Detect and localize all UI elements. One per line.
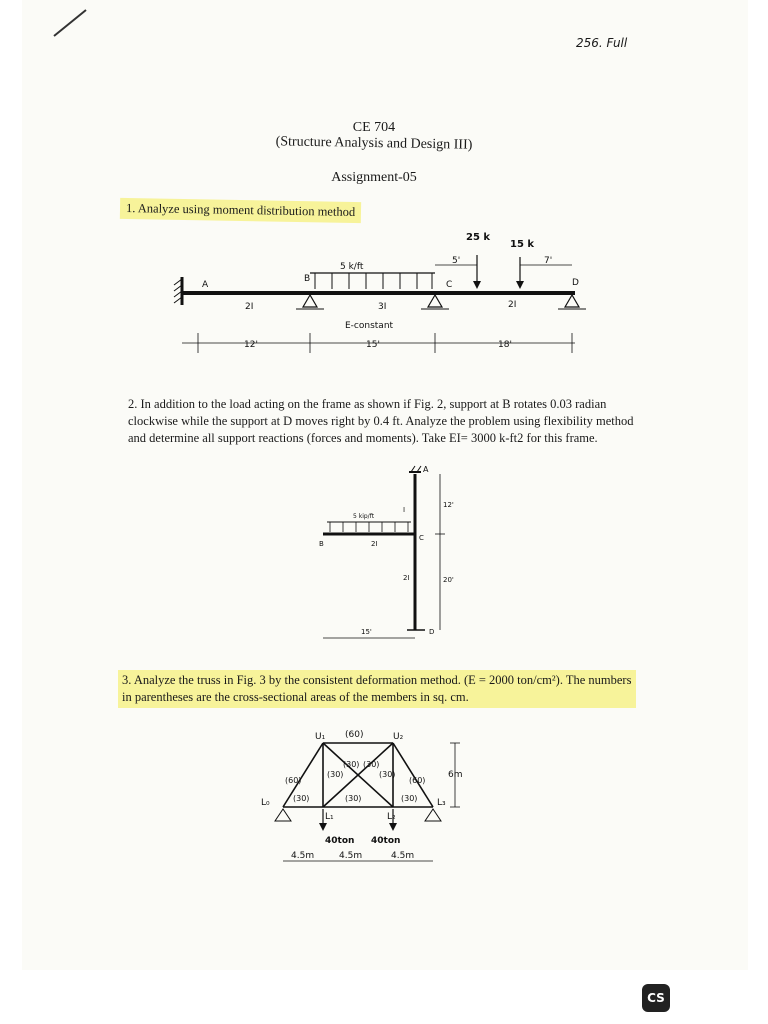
span-3: 4.5m xyxy=(391,851,415,861)
label-B: B xyxy=(304,274,311,284)
load-label-2: 40ton xyxy=(371,836,401,846)
node-U2: U₂ xyxy=(393,732,404,742)
q1-text: Analyze using moment distribution method xyxy=(137,201,356,219)
area-bot-2: (30) xyxy=(345,794,362,803)
frame-label-C: C xyxy=(419,534,424,542)
frame-label-B: B xyxy=(319,540,324,548)
corner-note: 256. Full xyxy=(576,36,628,50)
fig2-frame xyxy=(305,462,465,652)
udl-label: 5 k/ft xyxy=(340,262,364,272)
pin-support-D xyxy=(558,295,586,309)
node-L3: L₃ xyxy=(437,798,446,808)
area-bot-3: (30) xyxy=(401,794,418,803)
q3-text: Analyze the truss in Fig. 3 by the consistent deformation method. (E = 2000 ton/cm²). The numbers in parentheses are the cross-sectional areas of the members in sq. cm. xyxy=(122,673,632,704)
area-left-diag: (60) xyxy=(285,776,302,785)
frame-col-bot-I: 2I xyxy=(403,574,410,582)
frame-label-D: D xyxy=(429,628,435,636)
span-1: 4.5m xyxy=(291,851,315,861)
label-C: C xyxy=(446,280,453,290)
node-U1: U₁ xyxy=(315,732,326,742)
node-L0: L₀ xyxy=(261,798,270,808)
frame-load-label: 5 kip/ft xyxy=(353,513,375,520)
dim-5ft: 5' xyxy=(452,256,461,266)
truss-supports xyxy=(275,809,441,821)
frame-beam-I: 2I xyxy=(371,540,378,548)
area-vert-2: (30) xyxy=(379,770,396,779)
area-top-chord: (60) xyxy=(345,730,364,740)
stiffness-BC: 3I xyxy=(378,302,387,312)
span-12ft: 12' xyxy=(244,340,258,350)
pin-support-C xyxy=(421,295,449,309)
load-25k-label: 25 k xyxy=(466,232,491,243)
camscanner-badge: CS xyxy=(642,984,670,1012)
frame-col-top-I: I xyxy=(403,506,406,514)
frame-span: 15' xyxy=(361,628,372,636)
course-code: CE 704 xyxy=(352,120,396,135)
node-L2: L₂ xyxy=(387,812,396,822)
span-2: 4.5m xyxy=(339,851,363,861)
q2-marker: 2. xyxy=(128,397,138,411)
load-label-1: 40ton xyxy=(325,836,355,846)
truss-height: 6m xyxy=(448,770,463,780)
load-15k-label: 15 k xyxy=(510,239,535,250)
frame-dim-bot: 20' xyxy=(443,576,454,584)
span-15ft: 15' xyxy=(366,340,380,350)
udl-load xyxy=(310,273,435,289)
area-right-diag: (60) xyxy=(409,776,426,785)
course-title: (Structure Analysis and Design III) xyxy=(275,134,473,153)
e-constant-note: E-constant xyxy=(345,321,394,331)
q1-marker: 1. xyxy=(125,201,136,216)
area-vert-1: (30) xyxy=(327,770,344,779)
frame-label-A: A xyxy=(423,465,429,474)
area-diag-1: (30) xyxy=(343,760,360,769)
area-diag-2: (30) xyxy=(363,760,380,769)
span-18ft: 18' xyxy=(498,340,512,350)
fig3-truss xyxy=(255,715,485,875)
pen-mark xyxy=(50,6,90,40)
dim-7ft: 7' xyxy=(544,256,553,266)
fig1-continuous-beam xyxy=(170,225,600,360)
q1-statement xyxy=(120,198,361,223)
q2-text: In addition to the load acting on the frame as shown if Fig. 2, support at B rotates 0.03 radian clockwise while the support at D moves right by 0.4 ft. Analyze the problem using flexibility method and determine all support reactions (forces and moments). Take EI= 3000 k-ft2 for this frame. xyxy=(128,397,634,445)
q3-statement xyxy=(118,670,636,708)
assignment-title: Assignment-05 xyxy=(331,170,417,185)
q3-marker: 3. xyxy=(122,673,132,687)
pin-support-B xyxy=(296,295,324,309)
node-L1: L₁ xyxy=(325,812,334,822)
q2-statement xyxy=(128,396,648,447)
frame-dim-top: 12' xyxy=(443,501,454,509)
area-bot-1: (30) xyxy=(293,794,310,803)
label-D: D xyxy=(572,278,579,288)
stiffness-CD: 2I xyxy=(508,300,517,310)
label-A: A xyxy=(202,280,209,290)
stiffness-AB: 2I xyxy=(245,302,254,312)
